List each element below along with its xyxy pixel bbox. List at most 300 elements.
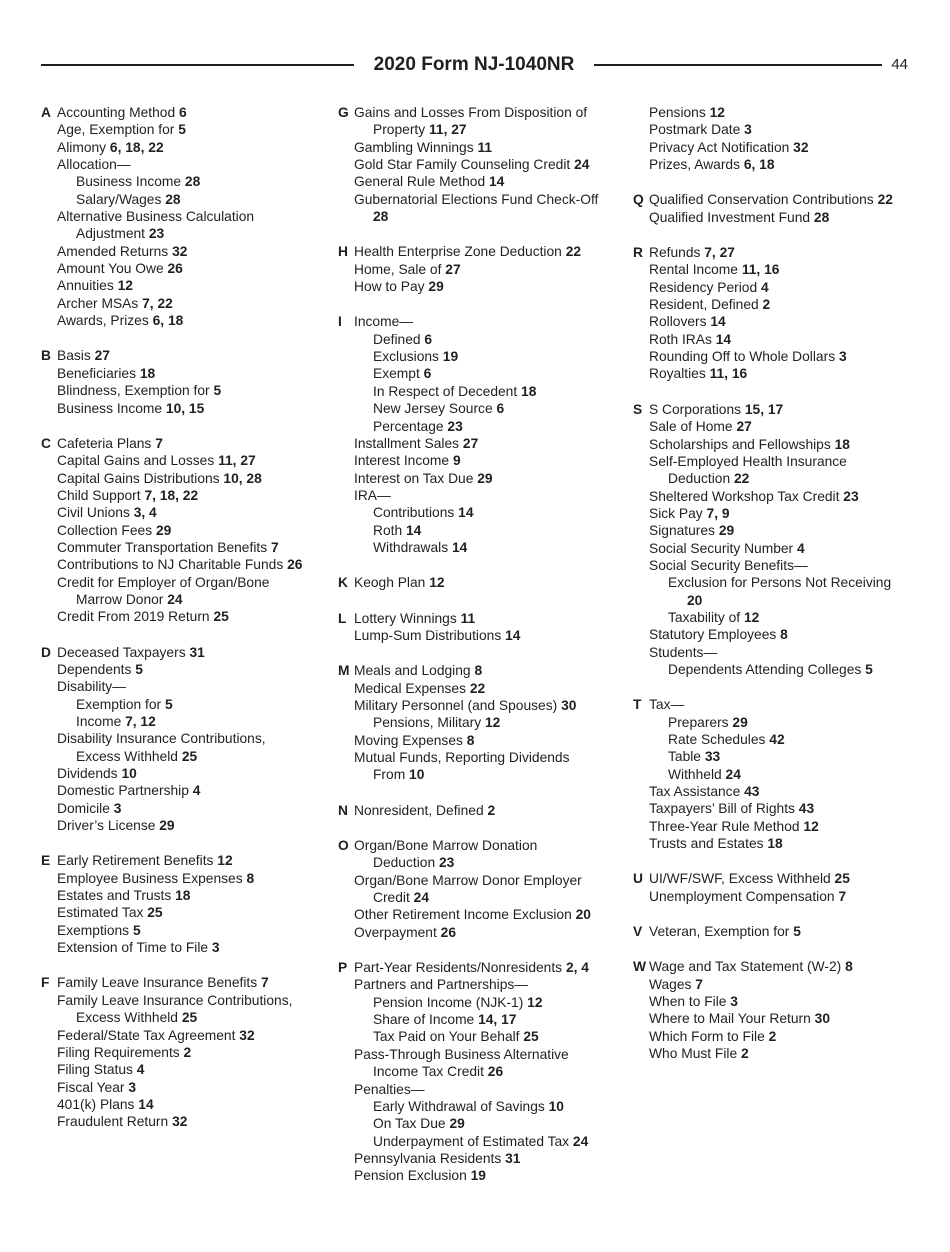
entry-continuation-text: Property xyxy=(373,122,426,138)
index-entry xyxy=(338,435,623,452)
entry-pages: 6 xyxy=(496,401,505,417)
index-entry xyxy=(633,453,923,488)
index-subentry xyxy=(633,766,923,783)
index-letter: K xyxy=(338,575,348,591)
index-entry xyxy=(633,296,923,313)
index-entry xyxy=(633,261,923,278)
entry-continuation-text: Marrow Donor xyxy=(76,591,164,607)
index-entry xyxy=(41,644,326,661)
index-entry xyxy=(633,244,923,261)
entry-text: Credit From 2019 Return xyxy=(57,609,210,625)
entry-pages: 12 xyxy=(429,575,445,591)
entry-pages: 6, 18, 22 xyxy=(109,139,164,155)
entry-text: Exemptions xyxy=(57,922,130,938)
index-subentry xyxy=(338,365,623,382)
entry-pages: 3 xyxy=(730,994,738,1010)
index-entry xyxy=(338,1081,623,1098)
entry-text: Taxability of xyxy=(668,609,741,625)
entry-text: Family Leave Insurance Benefits xyxy=(57,975,258,991)
index-letter: A xyxy=(41,105,51,120)
index-letter: E xyxy=(41,853,51,869)
entry-pages: 28 xyxy=(165,191,181,207)
entry-pages: 18 xyxy=(139,365,156,381)
index-entry xyxy=(41,939,326,956)
entry-continuation xyxy=(354,766,623,783)
entry-pages: 2 xyxy=(487,802,496,818)
index-entry xyxy=(41,817,326,834)
entry-pages: 14 xyxy=(138,1096,154,1112)
index-entry xyxy=(338,261,623,278)
index-entry xyxy=(41,522,326,539)
index-entry xyxy=(41,904,326,921)
entry-pages: 15, 17 xyxy=(744,401,784,417)
index-entry xyxy=(633,696,923,713)
index-group-e xyxy=(41,852,326,956)
entry-pages: 12 xyxy=(803,818,819,834)
entry-pages: 14 xyxy=(458,505,474,521)
index-entry xyxy=(41,852,326,869)
entry-text: Overpayment xyxy=(354,924,437,940)
index-entry xyxy=(41,539,326,556)
entry-text: Basis xyxy=(57,348,91,364)
entry-text: Disability— xyxy=(57,679,126,695)
index-entry xyxy=(633,104,923,121)
index-entry xyxy=(633,800,923,817)
entry-pages: 11, 27 xyxy=(429,122,467,138)
entry-pages: 27 xyxy=(736,419,752,435)
entry-text: Exclusions xyxy=(373,349,439,365)
index-entry xyxy=(633,313,923,330)
entry-pages: 29 xyxy=(428,279,444,295)
entry-pages: 8 xyxy=(845,959,853,975)
entry-pages: 14 xyxy=(489,174,505,190)
index-column-1 xyxy=(41,104,326,1149)
entry-text: Income— xyxy=(354,314,414,330)
entry-text: Capital Gains Distributions xyxy=(57,470,220,486)
entry-pages: 12 xyxy=(484,715,501,731)
index-entry xyxy=(338,313,623,330)
index-entry xyxy=(633,488,923,505)
entry-pages: 23 xyxy=(447,418,463,434)
index-entry xyxy=(338,191,623,226)
index-entry xyxy=(41,208,326,243)
entry-text: Keogh Plan xyxy=(354,575,426,591)
entry-pages: 6, 18 xyxy=(152,313,184,329)
index-entry xyxy=(338,104,623,139)
index-entry xyxy=(41,800,326,817)
entry-text: Pension Exclusion xyxy=(354,1168,467,1184)
entry-pages: 43 xyxy=(798,801,815,817)
entry-text: Deceased Taxpayers xyxy=(57,644,186,660)
entry-pages: 32 xyxy=(793,139,809,155)
entry-text: Estates and Trusts xyxy=(57,888,172,904)
entry-text: Fiscal Year xyxy=(57,1079,125,1095)
entry-text: Students— xyxy=(649,644,718,660)
entry-text: Withheld xyxy=(668,766,722,782)
index-group-b xyxy=(41,347,326,416)
entry-continuation xyxy=(57,1009,326,1026)
index-subentry xyxy=(41,173,326,190)
entry-pages: 25 xyxy=(147,905,163,921)
entry-pages: 10, 15 xyxy=(165,400,205,416)
index-entry xyxy=(633,888,923,905)
entry-pages: 11 xyxy=(477,139,493,155)
entry-text: Signatures xyxy=(649,523,715,539)
entry-text: Gold Star Family Counseling Credit xyxy=(354,157,571,173)
entry-pages: 23 xyxy=(148,226,165,242)
index-entry xyxy=(338,487,623,504)
entry-text: Rate Schedules xyxy=(668,732,766,747)
index-entry xyxy=(633,976,923,993)
entry-continuation xyxy=(57,591,326,608)
index-entry xyxy=(633,348,923,365)
index-subentry xyxy=(338,504,623,521)
index-entry xyxy=(633,626,923,643)
entry-continuation xyxy=(354,208,623,225)
entry-pages: 32 xyxy=(172,243,188,259)
index-entry xyxy=(633,401,923,418)
entry-text: Gains and Losses From Disposition of xyxy=(354,105,588,120)
entry-text: Civil Unions xyxy=(57,505,130,521)
entry-text: Commuter Transportation Benefits xyxy=(57,539,268,555)
entry-text: Business Income xyxy=(57,400,163,416)
entry-text: Roth xyxy=(373,522,403,538)
entry-pages: 33 xyxy=(704,749,721,765)
entry-pages: 2 xyxy=(183,1044,192,1060)
index-entry xyxy=(338,627,623,644)
entry-pages: 11, 27 xyxy=(218,453,256,469)
entry-text: Amount You Owe xyxy=(57,261,164,277)
entry-pages: 25 xyxy=(834,871,850,887)
entry-text: Domicile xyxy=(57,800,110,816)
entry-continuation xyxy=(649,470,923,487)
entry-pages: 3 xyxy=(211,940,220,956)
index-entry xyxy=(633,870,923,887)
entry-text: In Respect of Decedent xyxy=(373,383,518,399)
entry-pages: 5 xyxy=(793,924,801,940)
entry-text: Qualified Conservation Contributions xyxy=(649,192,874,208)
entry-pages: 10 xyxy=(121,766,137,782)
entry-text: Defined xyxy=(373,331,421,347)
index-entry xyxy=(41,312,326,329)
entry-pages: 43 xyxy=(744,784,760,800)
entry-text: Gambling Winnings xyxy=(354,139,474,155)
entry-text: Withdrawals xyxy=(373,539,449,555)
entry-pages: 7 xyxy=(695,976,703,992)
index-letter: N xyxy=(338,802,348,818)
entry-text: Amended Returns xyxy=(57,243,169,259)
entry-text: Unemployment Compensation xyxy=(649,888,835,904)
entry-pages: 5 xyxy=(213,383,222,399)
index-letter: B xyxy=(41,348,51,364)
index-entry xyxy=(633,331,923,348)
page-header xyxy=(41,53,908,77)
index-entry xyxy=(338,749,623,784)
entry-text: Residency Period xyxy=(649,279,758,295)
entry-text: Exempt xyxy=(373,366,420,382)
entry-text: Who Must File xyxy=(649,1046,738,1062)
entry-pages: 29 xyxy=(718,523,735,539)
index-entry xyxy=(41,435,326,452)
entry-continuation xyxy=(354,854,623,871)
entry-pages: 26 xyxy=(440,924,457,940)
index-entry xyxy=(41,487,326,504)
entry-text: Alternative Business Calculation xyxy=(57,209,255,225)
index-entry xyxy=(338,1167,623,1184)
entry-pages: 3 xyxy=(744,122,752,138)
index-entry xyxy=(41,156,326,173)
entry-pages: 12 xyxy=(709,105,725,120)
entry-text: Installment Sales xyxy=(354,435,460,451)
entry-text: Salary/Wages xyxy=(76,191,162,207)
entry-pages: 8 xyxy=(466,732,475,748)
entry-text: S Corporations xyxy=(649,401,742,417)
index-group-n xyxy=(338,802,623,819)
entry-text: Postmark Date xyxy=(649,122,741,138)
entry-pages: 7, 22 xyxy=(142,295,173,311)
index-subentry xyxy=(41,713,326,730)
entry-text: General Rule Method xyxy=(354,174,486,190)
entry-pages: 26 xyxy=(287,557,303,573)
entry-text: Age, Exemption for xyxy=(57,122,175,138)
index-entry xyxy=(41,470,326,487)
index-entry xyxy=(633,993,923,1010)
index-subentry xyxy=(41,191,326,208)
index-group-d xyxy=(41,644,326,835)
index-entry xyxy=(633,139,923,156)
index-entry xyxy=(633,156,923,173)
entry-pages: 27 xyxy=(445,261,461,277)
index-entry xyxy=(338,662,623,679)
entry-pages: 18 xyxy=(834,436,850,452)
index-entry xyxy=(633,365,923,382)
entry-text: Wage and Tax Statement (W-2) xyxy=(649,959,842,975)
entry-pages: 25 xyxy=(523,1029,539,1045)
index-entry xyxy=(338,610,623,627)
entry-text: How to Pay xyxy=(354,279,425,295)
entry-text: Filing Requirements xyxy=(57,1044,180,1060)
entry-continuation xyxy=(354,121,623,138)
index-entry xyxy=(338,680,623,697)
index-entry xyxy=(633,191,923,208)
index-letter: M xyxy=(338,663,350,679)
entry-pages: 23 xyxy=(438,855,455,871)
index-entry xyxy=(633,1028,923,1045)
index-group-l xyxy=(338,610,623,645)
entry-text: Health Enterprise Zone Deduction xyxy=(354,244,562,260)
index-entry xyxy=(633,436,923,453)
index-entry xyxy=(41,139,326,156)
entry-text: UI/WF/SWF, Excess Withheld xyxy=(649,871,831,887)
index-letter: V xyxy=(633,924,643,940)
entry-text: Disability Insurance Contributions, xyxy=(57,731,266,747)
entry-pages: 12 xyxy=(527,994,543,1010)
index-group-continued xyxy=(633,104,923,173)
index-subentry xyxy=(338,1098,623,1115)
entry-text: Social Security Number xyxy=(649,540,794,556)
entry-text: Alimony xyxy=(57,139,107,155)
entry-text: Self-Employed Health Insurance xyxy=(649,453,847,469)
entry-text: Refunds xyxy=(649,245,701,261)
index-entry xyxy=(338,924,623,941)
index-entry xyxy=(41,782,326,799)
entry-text: Social Security Benefits— xyxy=(649,557,808,573)
index-entry xyxy=(41,1044,326,1061)
entry-pages: 18 xyxy=(175,888,191,904)
index-entry xyxy=(338,872,623,907)
index-entry xyxy=(41,556,326,573)
index-entry xyxy=(633,958,923,975)
entry-pages: 11 xyxy=(460,610,476,626)
entry-pages: 2 xyxy=(768,1028,777,1044)
entry-text: Archer MSAs xyxy=(57,295,139,311)
index-group-v xyxy=(633,923,923,940)
entry-pages: 12 xyxy=(117,278,133,294)
index-entry xyxy=(41,730,326,765)
index-entry xyxy=(41,765,326,782)
entry-text: Scholarships and Fellowships xyxy=(649,436,831,452)
index-entry xyxy=(41,1027,326,1044)
index-letter: T xyxy=(633,697,642,713)
index-letter: L xyxy=(338,610,347,626)
entry-pages: 6 xyxy=(423,366,432,382)
entry-text: Partners and Partnerships— xyxy=(354,977,529,993)
entry-pages: 3 xyxy=(838,349,847,365)
index-entry xyxy=(633,1045,923,1062)
index-entry xyxy=(41,243,326,260)
index-entry xyxy=(633,818,923,835)
entry-pages: 26 xyxy=(167,261,183,277)
entry-text: Pensions, Military xyxy=(373,715,482,731)
entry-pages: 42 xyxy=(769,732,785,747)
entry-continuation-text: Deduction xyxy=(668,471,731,487)
entry-text: Dependents Attending Colleges xyxy=(668,661,862,677)
entry-text: When to File xyxy=(649,994,727,1010)
entry-pages: 29 xyxy=(155,522,172,538)
entry-pages: 28 xyxy=(373,209,389,225)
index-entry xyxy=(338,976,623,993)
index-column-3 xyxy=(633,104,923,1081)
entry-pages: 7 xyxy=(155,435,163,451)
entry-pages: 20 xyxy=(687,592,703,608)
entry-text: Beneficiaries xyxy=(57,365,136,381)
entry-text: Qualified Investment Fund xyxy=(649,209,811,225)
entry-text: Tax— xyxy=(649,697,685,713)
entry-continuation-text: Excess Withheld xyxy=(76,748,178,764)
index-entry xyxy=(41,887,326,904)
entry-text: Rounding Off to Whole Dollars xyxy=(649,349,836,365)
index-group-g xyxy=(338,104,623,225)
index-subentry xyxy=(338,994,623,1011)
index-subentry xyxy=(338,400,623,417)
entry-pages: 4 xyxy=(760,279,769,295)
entry-text: Medical Expenses xyxy=(354,680,466,696)
index-entry xyxy=(41,504,326,521)
index-entry xyxy=(633,923,923,940)
index-subentry xyxy=(633,714,923,731)
index-subentry xyxy=(338,714,623,731)
entry-pages: 3 xyxy=(113,800,122,816)
entry-text: Part-Year Residents/Nonresidents xyxy=(354,960,563,976)
entry-text: Nonresident, Defined xyxy=(354,802,484,818)
page-number: 44 xyxy=(891,56,908,73)
index-group-a xyxy=(41,104,326,329)
index-group-q xyxy=(633,191,923,226)
entry-text: Sick Pay xyxy=(649,505,703,521)
index-group-c xyxy=(41,435,326,626)
entry-pages: 28 xyxy=(184,174,201,190)
index-entry xyxy=(633,505,923,522)
entry-pages: 12 xyxy=(217,853,233,869)
entry-pages: 10, 28 xyxy=(223,470,262,486)
entry-text: Rollovers xyxy=(649,314,707,330)
entry-text: Military Personnel (and Spouses) xyxy=(354,697,558,713)
entry-text: Annuities xyxy=(57,278,114,294)
entry-text: Contributions xyxy=(373,505,455,521)
entry-text: Penalties— xyxy=(354,1081,425,1097)
entry-text: Business Income xyxy=(76,174,182,190)
index-subentry xyxy=(338,418,623,435)
index-entry xyxy=(633,279,923,296)
index-entry xyxy=(338,452,623,469)
index-subentry xyxy=(41,696,326,713)
entry-pages: 24 xyxy=(167,591,183,607)
entry-text: 401(k) Plans xyxy=(57,1096,135,1112)
entry-text: Family Leave Insurance Contributions, xyxy=(57,992,293,1008)
entry-pages: 27 xyxy=(94,348,110,364)
entry-pages: 5 xyxy=(135,661,143,677)
index-group-w xyxy=(633,958,923,1062)
entry-text: Pass-Through Business Alternative xyxy=(354,1046,569,1062)
index-subentry xyxy=(338,348,623,365)
entry-text: Interest on Tax Due xyxy=(354,470,474,486)
entry-pages: 25 xyxy=(181,1010,198,1026)
index-letter: O xyxy=(338,838,349,854)
header-rule-right xyxy=(594,64,882,66)
index-letter: G xyxy=(338,105,349,120)
index-entry xyxy=(633,1010,923,1027)
entry-pages: 32 xyxy=(239,1027,255,1043)
entry-pages: 24 xyxy=(574,157,590,173)
entry-pages: 14 xyxy=(715,331,732,347)
index-group-k xyxy=(338,574,623,591)
entry-pages: 2, 4 xyxy=(565,960,589,976)
entry-continuation-text: Adjustment xyxy=(76,226,146,242)
entry-pages: 18 xyxy=(521,383,537,399)
entry-continuation-text: Credit xyxy=(373,890,410,906)
index-entry xyxy=(633,835,923,852)
index-entry xyxy=(633,783,923,800)
index-entry xyxy=(633,540,923,557)
entry-pages: 18 xyxy=(767,836,783,852)
entry-pages: 3 xyxy=(128,1079,137,1095)
entry-continuation-text: Deduction xyxy=(373,855,436,871)
entry-pages: 22 xyxy=(565,244,582,260)
entry-text: Which Form to File xyxy=(649,1028,765,1044)
index-entry xyxy=(41,452,326,469)
entry-pages: 7 xyxy=(270,539,279,555)
index-subentry xyxy=(338,1028,623,1045)
entry-pages: 32 xyxy=(172,1114,188,1130)
index-entry xyxy=(633,209,923,226)
entry-text: Organ/Bone Marrow Donation xyxy=(354,838,538,854)
entry-text: Early Retirement Benefits xyxy=(57,853,214,869)
index-entry xyxy=(41,922,326,939)
index-letter: F xyxy=(41,975,50,991)
entry-pages: 6, 18 xyxy=(743,157,775,173)
entry-pages: 4 xyxy=(797,540,805,556)
entry-text: Driver’s License xyxy=(57,818,156,834)
